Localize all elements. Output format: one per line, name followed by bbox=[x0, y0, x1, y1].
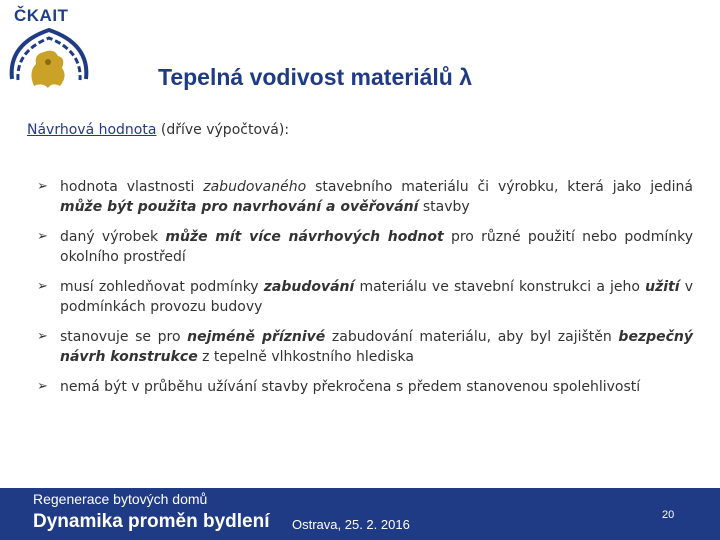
page-title: Tepelná vodivost materiálů λ bbox=[158, 64, 473, 90]
list-item: ➢ stanovuje se pro nejméně příznivé zabudování materiálu, aby byl zajištěn bezpečný návrh konstrukce z tepelně vlhkostního hlediska bbox=[37, 329, 693, 365]
footer-bar bbox=[0, 488, 720, 540]
heading-underlined: Návrhová hodnota bbox=[27, 122, 157, 138]
ckait-logo bbox=[4, 2, 94, 94]
arrow-bullet-icon: ➢ bbox=[37, 279, 48, 294]
list-item: ➢ daný výrobek může mít více návrhových hodnot pro různé použití nebo podmínky okolního prostředí bbox=[37, 229, 693, 265]
footer-date: Ostrava, 25. 2. 2016 bbox=[292, 517, 410, 532]
lion-emblem-icon bbox=[4, 24, 94, 94]
arrow-bullet-icon: ➢ bbox=[37, 329, 48, 344]
footer-event-title: Dynamika proměn bydlení bbox=[33, 511, 270, 532]
footer-series-title: Regenerace bytových domů bbox=[33, 491, 208, 507]
heading-rest: (dříve výpočtová): bbox=[156, 122, 290, 138]
list-item: ➢ hodnota vlastnosti zabudovaného stavebního materiálu či výrobku, která jako jediná může být použita pro navrhování a ověřování stavby bbox=[37, 179, 693, 215]
list-item: ➢ nemá být v průběhu užívání stavby překročena s předem stanovenou spolehlivostí bbox=[37, 379, 641, 395]
section-heading bbox=[27, 122, 289, 138]
arrow-bullet-icon: ➢ bbox=[37, 379, 48, 394]
list-item: ➢ musí zohledňovat podmínky zabudování materiálu ve stavební konstrukci a jeho užití v podmínkách provozu budovy bbox=[37, 279, 693, 315]
logo-text: ČKAIT bbox=[14, 6, 69, 25]
arrow-bullet-icon: ➢ bbox=[37, 229, 48, 244]
arrow-bullet-icon: ➢ bbox=[37, 179, 48, 194]
bullet-list bbox=[37, 177, 693, 407]
page-number: 20 bbox=[662, 509, 675, 521]
